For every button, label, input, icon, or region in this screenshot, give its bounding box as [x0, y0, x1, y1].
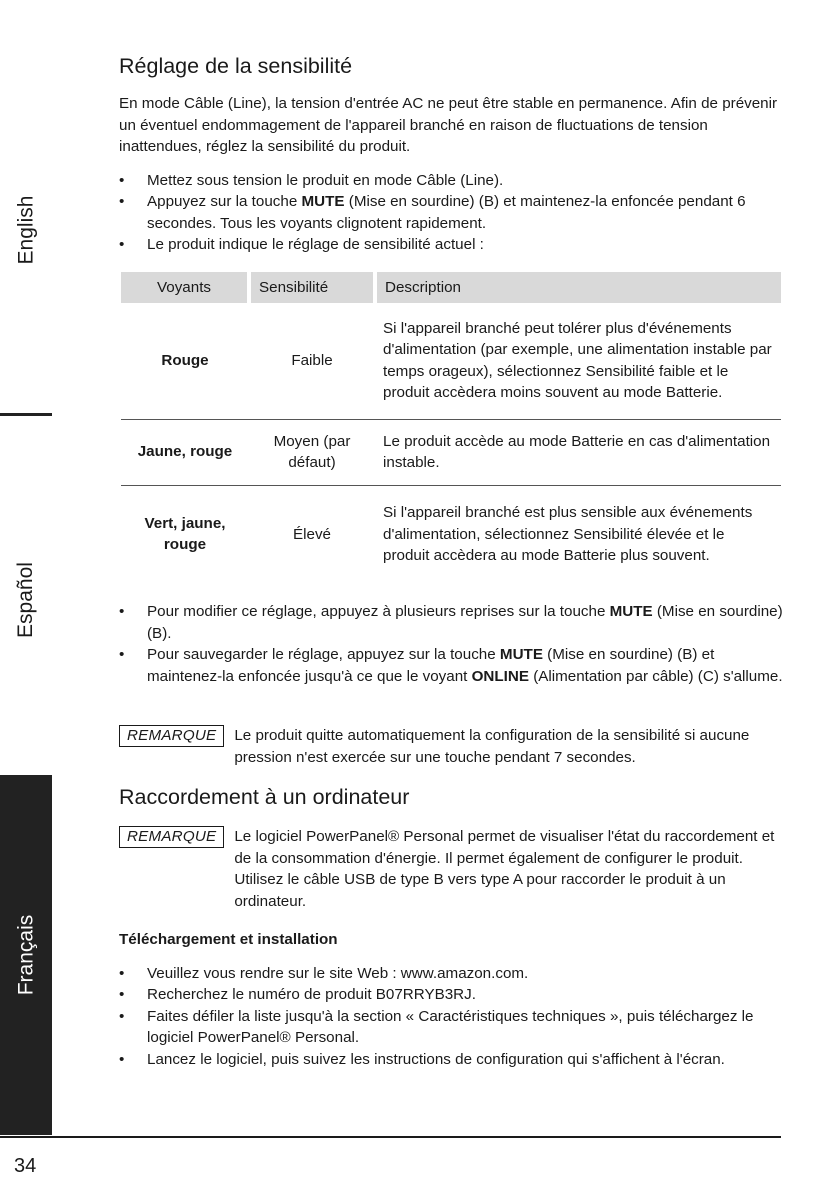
page-number: 34: [14, 1155, 37, 1177]
note-label: REMARQUE: [119, 725, 224, 747]
note-text: Le logiciel PowerPanel® Personal permet de visualiser l'état du raccordement et de la consommation d'énergie. Il permet également de configurer le produit. Utilisez le câble USB de type B vers type A pour raccorder le produit à un ordinateur.: [234, 828, 775, 910]
list-item: • Lancez le logiciel, puis suivez les instructions de configuration qui s'affichent à l'écran.: [119, 1049, 784, 1071]
list-item: • Le produit indique le réglage de sensibilité actuel :: [119, 234, 784, 256]
text: Pour sauvegarder le réglage, appuyez sur la touche: [147, 646, 500, 663]
tab-english-label: English: [14, 195, 38, 265]
cell-sensibilite: Moyen (par défaut): [249, 419, 375, 485]
section-title: Réglage de la sensibilité: [119, 54, 353, 78]
list-item: [119, 601, 784, 644]
cell-description: Le produit accède au mode Batterie en cas d'alimentation instable.: [375, 419, 781, 485]
list-item: [119, 644, 784, 687]
cell-voyants: Vert, jaune, rouge: [121, 485, 249, 583]
header-description: Description: [375, 272, 781, 303]
mute-key: MUTE: [499, 646, 543, 663]
bullet-list: [119, 601, 784, 687]
sensitivity-table: [121, 272, 781, 583]
note-label: REMARQUE: [119, 826, 224, 848]
tab-espanol-label: Español: [14, 562, 38, 638]
online-indicator: ONLINE: [471, 667, 529, 685]
note-text: Le produit quitte automatiquement la configuration de la sensibilité si aucune pression n'est exercée sur une touche pendant 7 secondes.: [234, 727, 750, 766]
bullet-list: [119, 170, 784, 256]
mute-key: MUTE: [609, 603, 653, 620]
tab-francais: [0, 775, 52, 1135]
list-item: • Mettez sous tension le produit en mode Câble (Line).: [119, 170, 784, 192]
cell-sensibilite: Faible: [291, 352, 333, 369]
tab-english: [0, 160, 52, 300]
cell-description: Si l'appareil branché peut tolérer plus d'événements d'alimentation (par exemple, une alimentation instable par temps orageux), sélectionnez Sensibilité faible et le produit accèdera moins souvent au mode Batterie.: [383, 319, 772, 402]
text: Pour modifier ce réglage, appuyez à plusieurs reprises sur la touche: [147, 603, 610, 620]
table-row: [121, 303, 781, 419]
intro-paragraph: En mode Câble (Line), la tension d'entrée AC ne peut être stable en permanence. Afin de prévenir un éventuel endommagement de l'appareil branché en raison de fluctuations de tension inattendues, réglez la sensibilité du produit.: [119, 95, 778, 155]
section-sensitivity: [119, 54, 784, 256]
list-item: [119, 191, 784, 234]
table-header-row: [121, 272, 781, 303]
note-block: [119, 725, 784, 768]
text: (Mise en sourdine) (B) et maintenez-la enfoncée pendant 6 secondes. Tous les voyants clignotent rapidement.: [147, 193, 746, 232]
download-section: [119, 929, 784, 1070]
mute-key: MUTE: [301, 193, 345, 210]
cell-sensibilite: Élevé: [249, 485, 375, 583]
header-voyants: Voyants: [121, 272, 249, 303]
cell-voyants: Rouge: [161, 352, 209, 369]
text: (Mise en sourdine) (B) et maintenez-la enfoncée jusqu'à ce que le voyant: [147, 646, 715, 685]
list-item: • Veuillez vous rendre sur le site Web : www.amazon.com.: [119, 963, 784, 985]
text: (Mise en sourdine) (B).: [147, 603, 783, 642]
section-title: Raccordement à un ordinateur: [119, 785, 410, 809]
subsection-title: Téléchargement et installation: [119, 931, 338, 948]
note-block: [119, 826, 784, 912]
table-row: [121, 419, 781, 485]
tab-divider: [0, 413, 52, 416]
text: (Alimentation par câble) (C) s'allume.: [528, 667, 783, 685]
text: Appuyez sur la touche: [147, 193, 302, 210]
header-sensibilite: Sensibilité: [249, 272, 375, 303]
table-row: [121, 485, 781, 583]
tab-francais-label: Français: [14, 914, 37, 996]
cell-voyants: Jaune, rouge: [121, 419, 249, 485]
list-item: • Recherchez le numéro de produit B07RRYB3RJ.: [119, 984, 784, 1006]
list-item: • Faites défiler la liste jusqu'à la section « Caractéristiques techniques », puis téléchargez le logiciel PowerPanel® Personal.: [119, 1006, 784, 1049]
cell-description: Si l'appareil branché est plus sensible aux événements d'alimentation, sélectionnez Sensibilité élevée et le produit accèdera au mode Batterie plus souvent.: [375, 485, 781, 583]
tab-espanol: [0, 530, 52, 670]
footer-rule: [0, 1136, 781, 1138]
section-computer: [119, 785, 784, 810]
bullet-list: [119, 963, 784, 1071]
after-table-bullets: [119, 601, 784, 687]
